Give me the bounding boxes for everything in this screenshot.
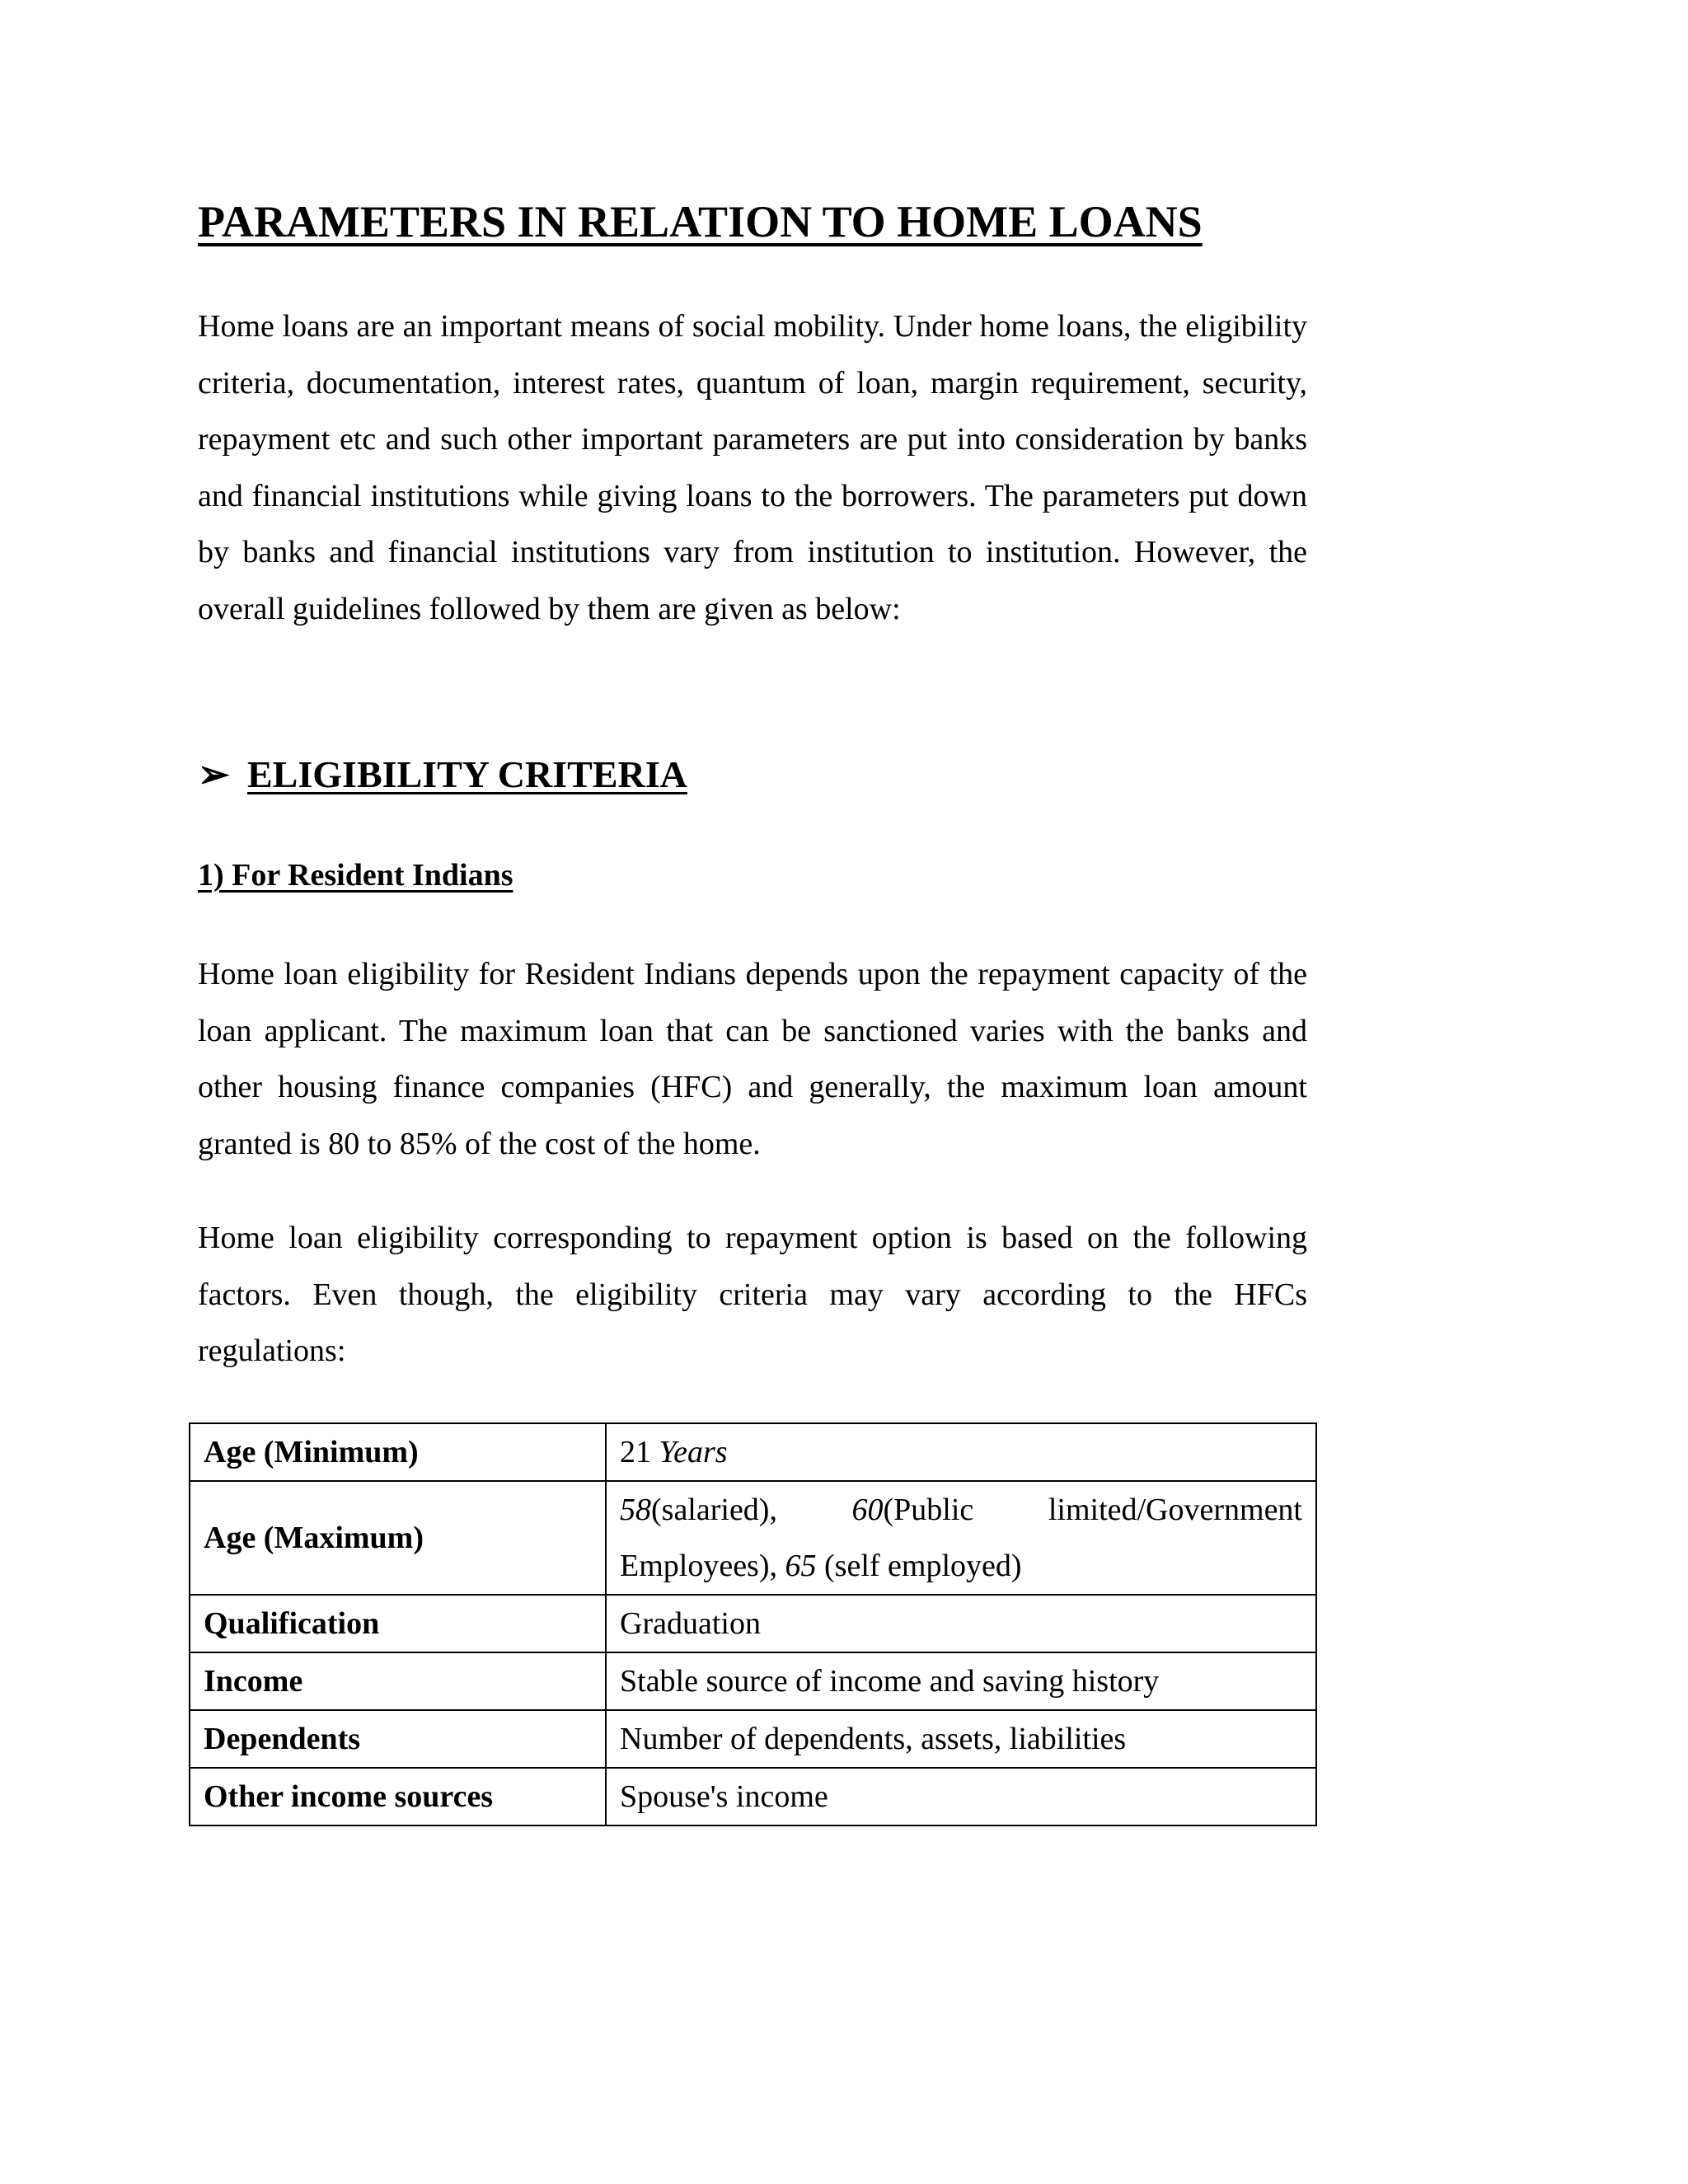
row-value: Number of dependents, assets, liabilities: [606, 1710, 1316, 1768]
row-value: Spouse's income: [606, 1768, 1316, 1825]
intro-paragraph: Home loans are an important means of social mobility. Under home loans, the eligibility criteria, documentation, interest rates, quantum of loan, margin requirement, security, repayment etc and such other important parameters are put into consideration by banks and financial institutions while giving loans to the borrowers. The parameters put down by banks and financial institutions vary from institution to institution. However, the overall guidelines followed by them are given as below:: [198, 309, 1307, 626]
table-row: [190, 1423, 1316, 1481]
row-label: Dependents: [190, 1710, 606, 1768]
row-label: Other income sources: [190, 1768, 606, 1825]
value-text: (salaried),: [651, 1493, 852, 1527]
section-heading: [198, 752, 687, 796]
subheading: 1) For Resident Indians: [198, 858, 513, 893]
arrow-bullet-icon: ➢: [198, 753, 230, 795]
table-row: [190, 1652, 1316, 1710]
section-heading-label: ELIGIBILITY CRITERIA: [247, 753, 687, 795]
row-label: Age (Minimum): [190, 1423, 606, 1481]
value-unit: Years: [651, 1435, 728, 1469]
row-value: Stable source of income and saving history: [606, 1652, 1316, 1710]
value-number: 65: [785, 1549, 817, 1583]
table-row: [190, 1595, 1316, 1652]
value-text: (self employed): [816, 1549, 1022, 1583]
row-value: [606, 1423, 1316, 1481]
page-title: PARAMETERS IN RELATION TO HOME LOANS: [198, 197, 1203, 246]
value-number: 21: [620, 1435, 651, 1469]
eligibility-table: [189, 1422, 1317, 1826]
row-label: Qualification: [190, 1595, 606, 1652]
row-value: Graduation: [606, 1595, 1316, 1652]
row-label: Income: [190, 1652, 606, 1710]
value-text: (Public limited/Government Employees),: [620, 1493, 1302, 1583]
table-row: [190, 1710, 1316, 1768]
factors-paragraph: Home loan eligibility corresponding to repayment option is based on the following factors. Even though, the eligibility criteria may vary according to the HFCs regulations:: [198, 1221, 1307, 1369]
table-row: [190, 1768, 1316, 1825]
value-number: 58: [620, 1493, 651, 1527]
eligibility-paragraph: Home loan eligibility for Resident Indians depends upon the repayment capacity of the loan applicant. The maximum loan that can be sanctioned varies with the banks and other housing finance companies (HFC) and generally, the maximum loan amount granted is 80 to 85% of the cost of the home.: [198, 957, 1307, 1161]
value-number: 60: [851, 1493, 884, 1527]
row-value: [606, 1481, 1316, 1595]
table-row: [190, 1481, 1316, 1595]
row-label: Age (Maximum): [190, 1481, 606, 1595]
